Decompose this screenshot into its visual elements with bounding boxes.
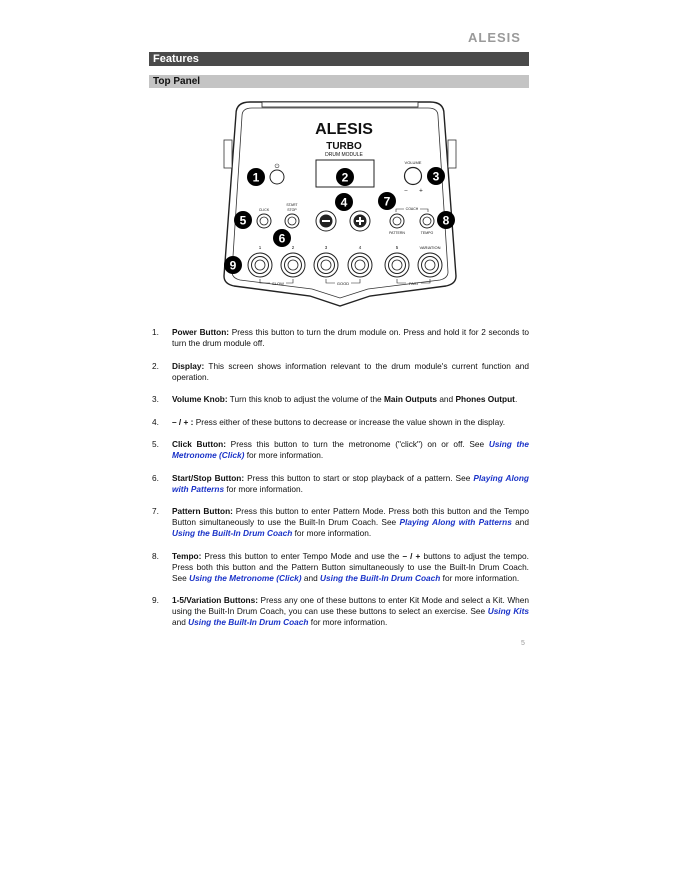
list-item: 7. Pattern Button: Press this button to enter Pattern Mode. Press both this button and the Tempo Button simultaneously to use the Built-In Drum Coach. See Playing Along with Patterns and Using the Built-In Drum Coach for more information. (152, 506, 529, 538)
subsection-title-bar (149, 75, 529, 88)
svg-text:4: 4 (340, 195, 348, 210)
list-item: 8. Tempo: Press this button to enter Tempo Mode and use the – / + buttons to adjust the tempo. Press both this button and the Pattern Button simultaneously to use the Built-In Drum Coach. See Using the Metronome (Click) and Using the Built-In Drum Coach for more information. (152, 550, 529, 583)
list-item: 1. Power Button: Press this button to turn the drum module on. Press and hold it for 2 seconds to turn the drum module off. (152, 327, 529, 348)
callout-2 (336, 168, 354, 186)
volume-label: VOLUME (404, 160, 422, 165)
pad-label-2: 2 (291, 245, 295, 250)
minus-glyph (322, 220, 330, 222)
callout-8 (437, 211, 455, 229)
volume-knob (405, 168, 422, 185)
subsection-title: Top Panel (153, 76, 201, 87)
svg-text:7: 7 (383, 194, 391, 209)
callout-7 (378, 192, 396, 210)
fast-label: FAST (408, 281, 420, 286)
section-title: Features (153, 53, 199, 65)
start-label: START (286, 203, 298, 207)
link-playing-along-patterns[interactable]: Playing Along with Patterns (172, 472, 529, 494)
panel-logo: ALESIS (315, 121, 373, 138)
list-item: 6. Start/Stop Button: Press this button to start or stop playback of a pattern. See Playing Along with Patterns for more information. (152, 472, 529, 494)
link-built-in-drum-coach[interactable]: Using the Built-In Drum Coach (320, 572, 441, 583)
section-title-bar (149, 52, 529, 66)
stop-label: STOP (287, 208, 297, 212)
callout-9 (224, 256, 242, 274)
top-panel-diagram (220, 100, 460, 310)
list-item: 3. Volume Knob: Turn this knob to adjust the volume of the Main Outputs and Phones Output. (152, 394, 518, 404)
link-using-metronome[interactable]: Using the Metronome (Click) (189, 572, 302, 583)
link-built-in-drum-coach[interactable]: Using the Built-In Drum Coach (172, 528, 293, 538)
pad-label-variation: VARIATION (419, 245, 441, 250)
plus-glyph-v (359, 217, 361, 225)
list-item: 9. 1-5/Variation Buttons: Press any one of these buttons to enter Kit Mode and select a Kit. When using the Built-In Drum Coach, you can use these buttons to select an exercise. See Using Kits and Using the Built-In Drum Coach for more information. (152, 595, 529, 627)
svg-text:5: 5 (239, 213, 247, 228)
callout-3 (427, 167, 445, 185)
callout-1 (247, 168, 265, 186)
pad-1[interactable] (248, 253, 272, 277)
callout-6 (273, 229, 291, 247)
pad-label-3: 3 (324, 245, 328, 250)
panel-model-sub: DRUM MODULE (325, 152, 363, 158)
link-using-metronome[interactable]: Using the Metronome (Click) (172, 439, 529, 460)
good-label: GOOD (336, 281, 350, 286)
pad-variation[interactable] (418, 253, 442, 277)
click-label: CLICK (258, 208, 270, 212)
pad-2[interactable] (281, 253, 305, 277)
start-stop-button-inner (288, 217, 296, 225)
list-item: 4. – / + : Press either of these buttons to decrease or increase the value shown in the display. (152, 416, 506, 427)
coach-label: COACH (405, 207, 419, 211)
power-button (270, 170, 284, 184)
volume-minus: − (403, 188, 409, 194)
list-item: 5. Click Button: Press this button to turn the metronome ("click") on or off. See Using the Metronome (Click) for more information. (152, 439, 529, 460)
pad-4[interactable] (348, 253, 372, 277)
link-playing-along-patterns[interactable]: Playing Along with Patterns (399, 517, 512, 527)
power-symbol: ⏻ (274, 163, 280, 170)
link-built-in-drum-coach[interactable]: Using the Built-In Drum Coach (188, 617, 309, 627)
svg-text:6: 6 (278, 231, 286, 246)
panel-model: TURBO (326, 141, 362, 152)
click-button-inner (260, 217, 268, 225)
svg-text:3: 3 (432, 169, 440, 184)
pad-5[interactable] (385, 253, 409, 277)
top-strip (262, 102, 418, 107)
list-item: 2. Display: This screen shows information relevant to the drum module's current function and operation. (152, 360, 529, 382)
svg-text:8: 8 (442, 213, 450, 228)
slow-label: SLOW (272, 281, 284, 286)
pattern-label: PATTERN (389, 231, 405, 235)
pad-label-5: 5 (395, 245, 399, 250)
pad-label-1: 1 (258, 245, 262, 250)
pattern-button-inner (393, 217, 401, 225)
side-tab-left (224, 140, 232, 168)
feature-list (149, 327, 529, 640)
svg-text:9: 9 (229, 258, 237, 273)
page-number: 5 (521, 640, 525, 647)
pad-3[interactable] (314, 253, 338, 277)
tempo-button-inner (423, 217, 431, 225)
volume-plus: + (418, 188, 424, 194)
pad-label-4: 4 (358, 245, 362, 250)
callout-5 (234, 211, 252, 229)
link-using-kits[interactable]: Using Kits (487, 606, 529, 616)
svg-text:2: 2 (341, 170, 349, 185)
callout-4 (335, 193, 353, 211)
tempo-label: TEMPO (420, 231, 434, 235)
svg-text:1: 1 (252, 170, 260, 185)
side-tab-right (448, 140, 456, 168)
brand-logo: ALESIS (468, 30, 521, 45)
